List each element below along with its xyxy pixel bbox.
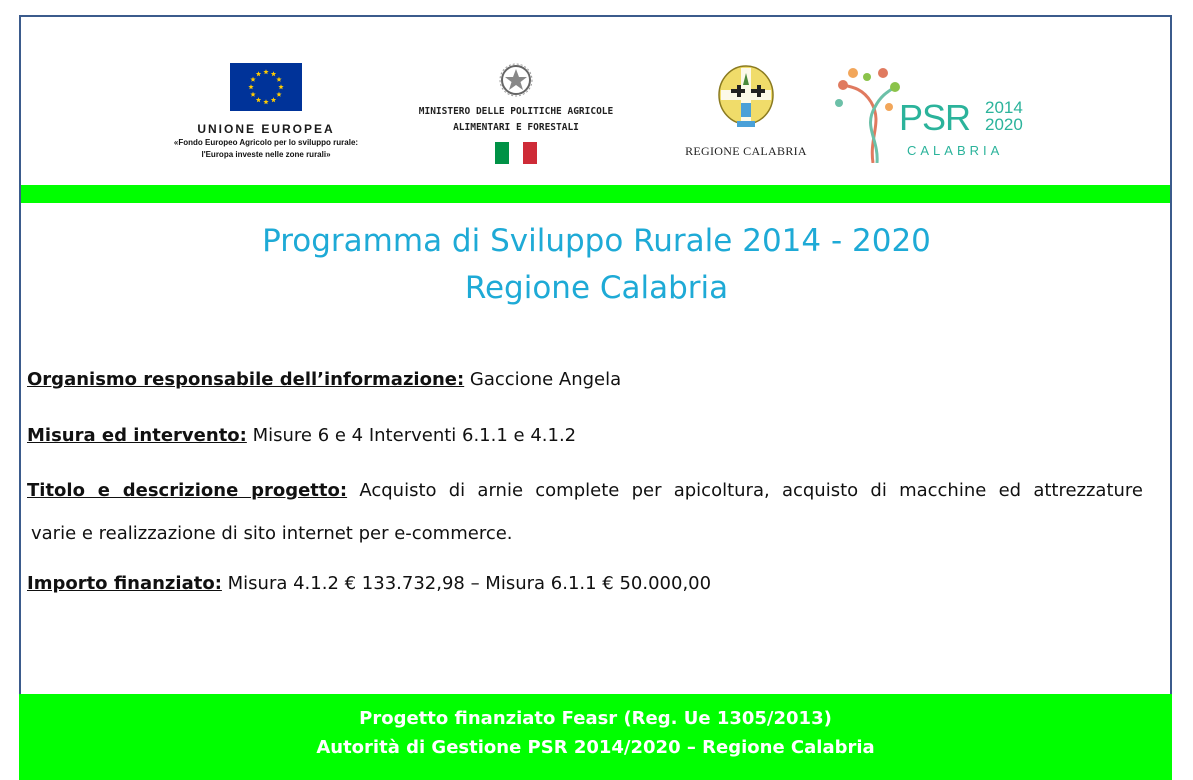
footer-banner	[19, 694, 1172, 780]
eu-logo	[151, 63, 381, 160]
field-titolo-value-1: Acquisto di arnie complete per apicoltura, acquisto di macchine ed attrezzature	[347, 480, 1144, 501]
field-organismo-label: Organismo responsabile dell’informazione:	[27, 369, 465, 390]
field-titolo-value-2: varie e realizzazione di sito internet per e-commerce.	[31, 523, 513, 544]
document-frame	[19, 15, 1172, 767]
page-title	[0, 218, 1193, 312]
logo-header	[21, 17, 1170, 187]
footer-line-2: Autorità di Gestione PSR 2014/2020 – Regione Calabria	[316, 737, 875, 758]
psr-region: CALABRIA	[907, 143, 1004, 158]
psr-year-1: 2014	[985, 98, 1023, 117]
ministry-name-2: ALIMENTARI E FORESTALI	[453, 122, 579, 133]
regione-crest-icon	[717, 65, 775, 133]
field-titolo	[27, 480, 1143, 501]
footer-line-1: Progetto finanziato Feasr (Reg. Ue 1305/2013)	[359, 708, 832, 729]
eu-subtitle-2: l'Europa investe nelle zone rurali»	[201, 150, 331, 159]
regione-logo	[671, 65, 821, 159]
psr-logo	[833, 67, 1033, 167]
field-misura-label: Misura ed intervento:	[27, 425, 247, 446]
field-importo	[27, 573, 711, 594]
eu-flag-icon	[230, 63, 302, 111]
psr-text: PSR	[899, 97, 971, 138]
ministry-logo	[386, 63, 646, 164]
psr-year-2: 2020	[985, 115, 1023, 134]
psr-years	[985, 99, 1023, 133]
field-misura	[27, 425, 576, 446]
ministry-name-1: MINISTERO DELLE POLITICHE AGRICOLE	[418, 106, 614, 117]
field-importo-value: Misura 4.1.2 € 133.732,98 – Misura 6.1.1 € 50.000,00	[221, 573, 712, 594]
eu-subtitle-1: «Fondo Europeo Agricolo per lo sviluppo rurale:	[173, 138, 359, 147]
italian-flag-icon	[495, 142, 537, 164]
field-misura-value: Misure 6 e 4 Interventi 6.1.1 e 4.1.2	[246, 425, 577, 446]
title-line-1: Programma di Sviluppo Rurale 2014 - 2020	[262, 223, 931, 259]
field-titolo-continued	[31, 523, 513, 544]
field-importo-label: Importo finanziato:	[27, 573, 222, 594]
title-line-2: Regione Calabria	[464, 270, 729, 306]
italian-emblem-icon	[499, 63, 533, 97]
field-organismo	[27, 369, 621, 390]
regione-name: REGIONE CALABRIA	[685, 144, 807, 158]
eu-name: UNIONE EUROPEA	[197, 122, 335, 136]
field-titolo-label: Titolo e descrizione progetto:	[27, 480, 348, 501]
field-organismo-value: Gaccione Angela	[464, 369, 622, 390]
header-green-bar	[21, 185, 1170, 203]
psr-tree-icon	[833, 67, 903, 163]
